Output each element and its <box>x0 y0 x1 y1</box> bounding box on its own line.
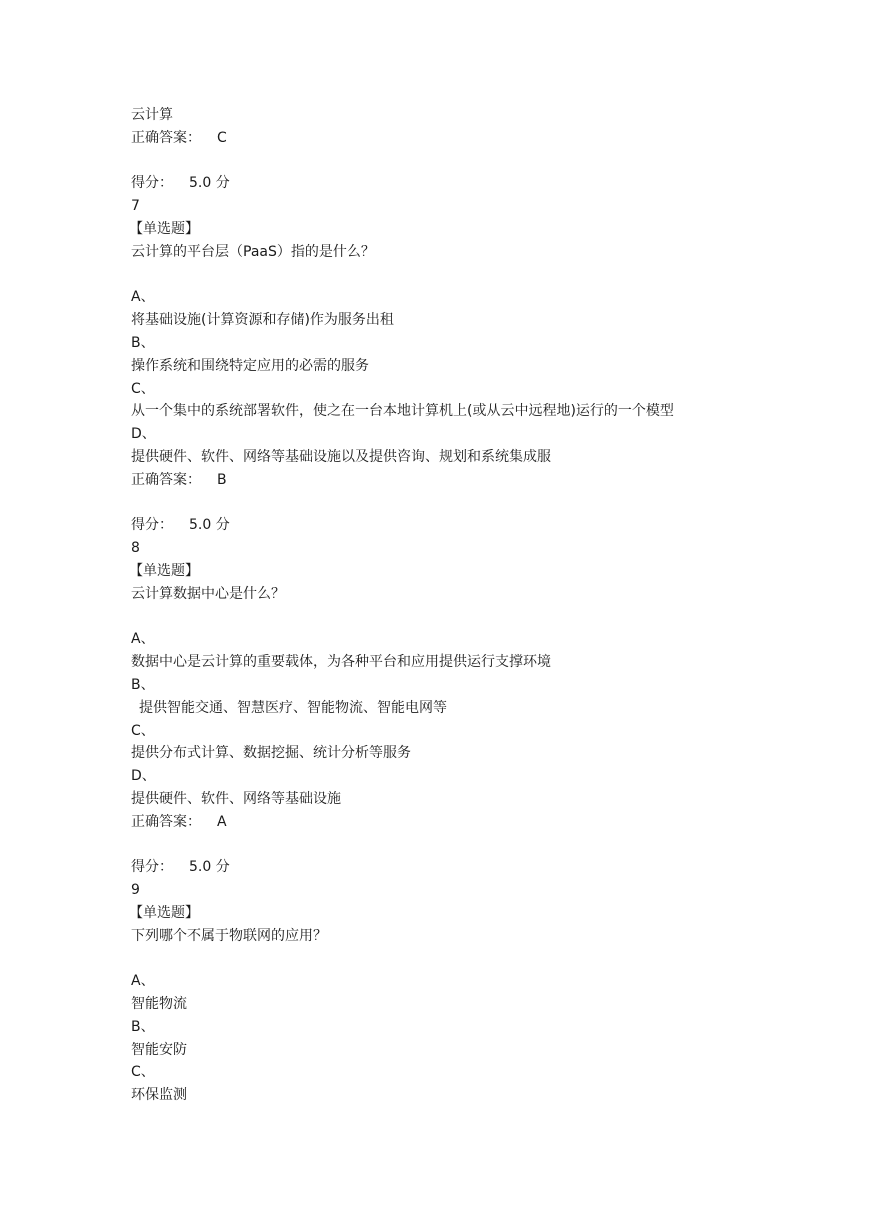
option-text: 将基础设施(计算资源和存储)作为服务出租 <box>131 312 394 329</box>
question-number: 9 <box>131 882 140 899</box>
score-line <box>131 856 851 879</box>
answer-value: C <box>217 129 227 146</box>
spacer <box>131 150 851 173</box>
spacer <box>131 492 851 515</box>
question-type: 【单选题】 <box>129 904 199 921</box>
option-text: 提供硬件、软件、网络等基础设施 <box>131 790 341 807</box>
option-text: 提供硬件、软件、网络等基础设施以及提供咨询、规划和系统集成服 <box>131 448 551 465</box>
question-stem: 云计算的平台层（PaaS）指的是什么？ <box>131 243 375 260</box>
option-letter: B、 <box>131 676 155 693</box>
score-line <box>131 172 851 195</box>
question-type: 【单选题】 <box>129 220 199 237</box>
score-value: 5.0 分 <box>189 859 230 876</box>
question-stem: 下列哪个不属于物联网的应用？ <box>131 927 327 944</box>
option-text: 提供智能交通、智慧医疗、智能物流、智能电网等 <box>139 699 447 716</box>
score-label: 得分： <box>131 517 173 534</box>
option-letter: B、 <box>131 1018 155 1035</box>
spacer <box>131 834 851 857</box>
answer-label: 正确答案： <box>131 129 201 146</box>
spacer <box>131 264 851 287</box>
option-letter: A、 <box>131 631 155 648</box>
question-type: 【单选题】 <box>129 562 199 579</box>
document-page <box>131 104 851 1107</box>
option-letter: A、 <box>131 289 155 306</box>
option-letter: B、 <box>131 334 155 351</box>
option-text: 云计算 <box>131 107 173 123</box>
answer-value: B <box>217 471 227 488</box>
score-value: 5.0 分 <box>189 517 230 534</box>
option-text: 环保监测 <box>131 1087 187 1104</box>
option-letter: A、 <box>131 973 155 990</box>
correct-answer <box>131 811 851 834</box>
option-text: 操作系统和围绕特定应用的必需的服务 <box>131 357 369 374</box>
answer-label: 正确答案： <box>131 813 201 830</box>
option-letter: D、 <box>131 768 156 785</box>
spacer <box>131 606 851 629</box>
option-text: 从一个集中的系统部署软件，使之在一台本地计算机上(或从云中远程地)运行的一个模型 <box>131 403 674 420</box>
option-text: 智能物流 <box>131 996 187 1013</box>
score-value: 5.0 分 <box>189 175 230 192</box>
option-letter: C、 <box>131 380 155 397</box>
correct-answer <box>131 127 851 150</box>
option-letter: C、 <box>131 722 155 739</box>
option-text: 提供分布式计算、数据挖掘、统计分析等服务 <box>131 745 411 762</box>
option-text: 智能安防 <box>131 1041 187 1058</box>
question-number: 8 <box>131 540 140 557</box>
question-number: 7 <box>131 198 140 215</box>
score-line <box>131 514 851 537</box>
answer-value: A <box>217 813 227 830</box>
score-label: 得分： <box>131 859 173 876</box>
option-letter: C、 <box>131 1064 155 1081</box>
answer-label: 正确答案： <box>131 471 201 488</box>
question-stem: 云计算数据中心是什么？ <box>131 585 285 602</box>
option-text: 数据中心是云计算的重要载体，为各种平台和应用提供运行支撑环境 <box>131 654 551 671</box>
spacer <box>131 947 851 970</box>
correct-answer <box>131 469 851 492</box>
score-label: 得分： <box>131 175 173 192</box>
option-letter: D、 <box>131 426 156 443</box>
